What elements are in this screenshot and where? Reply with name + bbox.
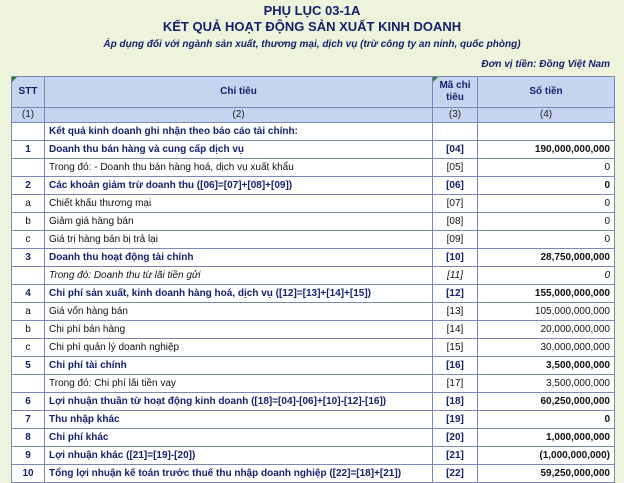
cell-code[interactable]: [12]	[433, 285, 478, 303]
appendix-title: PHỤ LỤC 03-1A	[263, 3, 361, 18]
table-row	[12, 267, 615, 285]
cell-amount[interactable]: 0	[478, 177, 615, 195]
cell-stt[interactable]: 7	[12, 411, 45, 429]
cell-label[interactable]: Giá vốn hàng bán	[45, 303, 433, 321]
cell-stt[interactable]: 10	[12, 465, 45, 483]
cell-stt[interactable]: c	[12, 339, 45, 357]
cell-code[interactable]: [19]	[433, 411, 478, 429]
cell-code[interactable]: [22]	[433, 465, 478, 483]
cell-label[interactable]: Chi phí tài chính	[45, 357, 433, 375]
col-header-code: Mã chỉ tiêu	[433, 77, 478, 108]
cell-amount[interactable]: (1,000,000,000)	[478, 447, 615, 465]
col-index-indicator: (2)	[45, 108, 433, 123]
cell-code[interactable]: [10]	[433, 249, 478, 267]
cell-amount[interactable]: 155,000,000,000	[478, 285, 615, 303]
results-table	[11, 76, 615, 483]
col-header-stt: STT	[12, 77, 45, 108]
table-row	[12, 375, 615, 393]
col-header-amount: Số tiền	[478, 77, 615, 108]
col-index-amount: (4)	[478, 108, 615, 123]
cell-amount[interactable]: 28,750,000,000	[478, 249, 615, 267]
cell-stt[interactable]: 8	[12, 429, 45, 447]
cell-code[interactable]: [11]	[433, 267, 478, 285]
table-row	[12, 177, 615, 195]
cell-label[interactable]: Giá trị hàng bán bị trả lại	[45, 231, 433, 249]
cell-label[interactable]: Chi phí quản lý doanh nghiệp	[45, 339, 433, 357]
cell-code[interactable]: [14]	[433, 321, 478, 339]
table-row	[12, 411, 615, 429]
cell-code[interactable]: [21]	[433, 447, 478, 465]
cell-code[interactable]: [08]	[433, 213, 478, 231]
comment-marker-icon	[12, 77, 17, 82]
table-row	[12, 465, 615, 483]
cell-code[interactable]: [07]	[433, 195, 478, 213]
cell-label[interactable]: Trong đó: - Doanh thu bán hàng hoá, dịch vụ xuất khẩu	[45, 159, 433, 177]
report-title: KẾT QUẢ HOẠT ĐỘNG SẢN XUẤT KINH DOANH	[162, 19, 462, 34]
table-row	[12, 321, 615, 339]
cell-code[interactable]	[433, 123, 478, 141]
cell-amount[interactable]: 0	[478, 195, 615, 213]
cell-amount[interactable]: 105,000,000,000	[478, 303, 615, 321]
cell-stt[interactable]: 2	[12, 177, 45, 195]
cell-code[interactable]: [15]	[433, 339, 478, 357]
cell-stt[interactable]: b	[12, 213, 45, 231]
cell-stt[interactable]: 6	[12, 393, 45, 411]
cell-amount[interactable]: 30,000,000,000	[478, 339, 615, 357]
cell-label[interactable]: Chi phí sản xuất, kinh doanh hàng hoá, dịch vụ ([12]=[13]+[14]+[15])	[45, 285, 433, 303]
cell-amount[interactable]: 1,000,000,000	[478, 429, 615, 447]
cell-stt[interactable]	[12, 267, 45, 285]
cell-code[interactable]: [13]	[433, 303, 478, 321]
comment-marker-icon	[433, 77, 438, 82]
cell-label[interactable]: Chiết khấu thương mại	[45, 195, 433, 213]
currency-unit: Đơn vị tiền: Đồng Việt Nam	[481, 59, 610, 70]
cell-code[interactable]: [06]	[433, 177, 478, 195]
table-row	[12, 393, 615, 411]
table-row	[12, 195, 615, 213]
cell-code[interactable]: [05]	[433, 159, 478, 177]
table-row	[12, 159, 615, 177]
table-row	[12, 303, 615, 321]
cell-code[interactable]: [16]	[433, 357, 478, 375]
table-row	[12, 213, 615, 231]
cell-label[interactable]: Trong đó: Chi phí lãi tiền vay	[45, 375, 433, 393]
cell-stt[interactable]: 4	[12, 285, 45, 303]
table-row	[12, 429, 615, 447]
table-row	[12, 231, 615, 249]
table-row	[12, 249, 615, 267]
cell-stt[interactable]	[12, 159, 45, 177]
cell-stt[interactable]: 9	[12, 447, 45, 465]
col-index-stt: (1)	[12, 108, 45, 123]
cell-amount[interactable]: 59,250,000,000	[478, 465, 615, 483]
cell-stt[interactable]: a	[12, 303, 45, 321]
cell-label[interactable]: Thu nhập khác	[45, 411, 433, 429]
cell-amount[interactable]: 0	[478, 159, 615, 177]
cell-stt[interactable]: b	[12, 321, 45, 339]
cell-amount[interactable]: 60,250,000,000	[478, 393, 615, 411]
cell-stt[interactable]: a	[12, 195, 45, 213]
cell-code[interactable]: [04]	[433, 141, 478, 159]
cell-label[interactable]: Lợi nhuận khác ([21]=[19]-[20])	[45, 447, 433, 465]
col-index-code: (3)	[433, 108, 478, 123]
cell-amount[interactable]: 3,500,000,000	[478, 357, 615, 375]
cell-label[interactable]: Chi phí bán hàng	[45, 321, 433, 339]
cell-label[interactable]: Doanh thu bán hàng và cung cấp dịch vụ	[45, 141, 433, 159]
cell-label[interactable]: Kết quả kinh doanh ghi nhận theo báo cáo tài chính:	[45, 123, 433, 141]
cell-stt[interactable]: 3	[12, 249, 45, 267]
cell-label[interactable]: Giảm giá hàng bán	[45, 213, 433, 231]
cell-amount[interactable]: 20,000,000,000	[478, 321, 615, 339]
cell-label[interactable]: Doanh thu hoạt động tài chính	[45, 249, 433, 267]
table-row	[12, 447, 615, 465]
table-row	[12, 357, 615, 375]
cell-stt[interactable]	[12, 375, 45, 393]
cell-amount[interactable]: 0	[478, 267, 615, 285]
cell-stt[interactable]: 5	[12, 357, 45, 375]
cell-code[interactable]: [18]	[433, 393, 478, 411]
cell-amount[interactable]: 190,000,000,000	[478, 141, 615, 159]
cell-label[interactable]: Các khoản giảm trừ doanh thu ([06]=[07]+[08]+[09])	[45, 177, 433, 195]
cell-label[interactable]: Trong đó: Doanh thu từ lãi tiền gửi	[45, 267, 433, 285]
cell-amount[interactable]: 3,500,000,000	[478, 375, 615, 393]
cell-stt[interactable]: 1	[12, 141, 45, 159]
cell-code[interactable]: [17]	[433, 375, 478, 393]
cell-code[interactable]: [09]	[433, 231, 478, 249]
col-header-indicator: Chỉ tiêu	[45, 77, 433, 108]
cell-label[interactable]: Tổng lợi nhuận kế toán trước thuế thu nhập doanh nghiệp ([22]=[18]+[21])	[45, 465, 433, 483]
cell-code[interactable]: [20]	[433, 429, 478, 447]
cell-amount[interactable]: 0	[478, 411, 615, 429]
cell-amount[interactable]	[478, 123, 615, 141]
table-row	[12, 141, 615, 159]
table-row	[12, 285, 615, 303]
report-subtitle: Áp dụng đối với ngành sản xuất, thương mại, dịch vụ (trừ công ty an ninh, quốc phòng)	[103, 39, 521, 50]
cell-label[interactable]: Lợi nhuận thuần từ hoạt động kinh doanh ([18]=[04]-[06]+[10]-[12]-[16])	[45, 393, 433, 411]
cell-label[interactable]: Chi phí khác	[45, 429, 433, 447]
section-row	[12, 123, 615, 141]
cell-stt[interactable]	[12, 123, 45, 141]
cell-amount[interactable]: 0	[478, 231, 615, 249]
table-row	[12, 339, 615, 357]
cell-stt[interactable]: c	[12, 231, 45, 249]
cell-amount[interactable]: 0	[478, 213, 615, 231]
